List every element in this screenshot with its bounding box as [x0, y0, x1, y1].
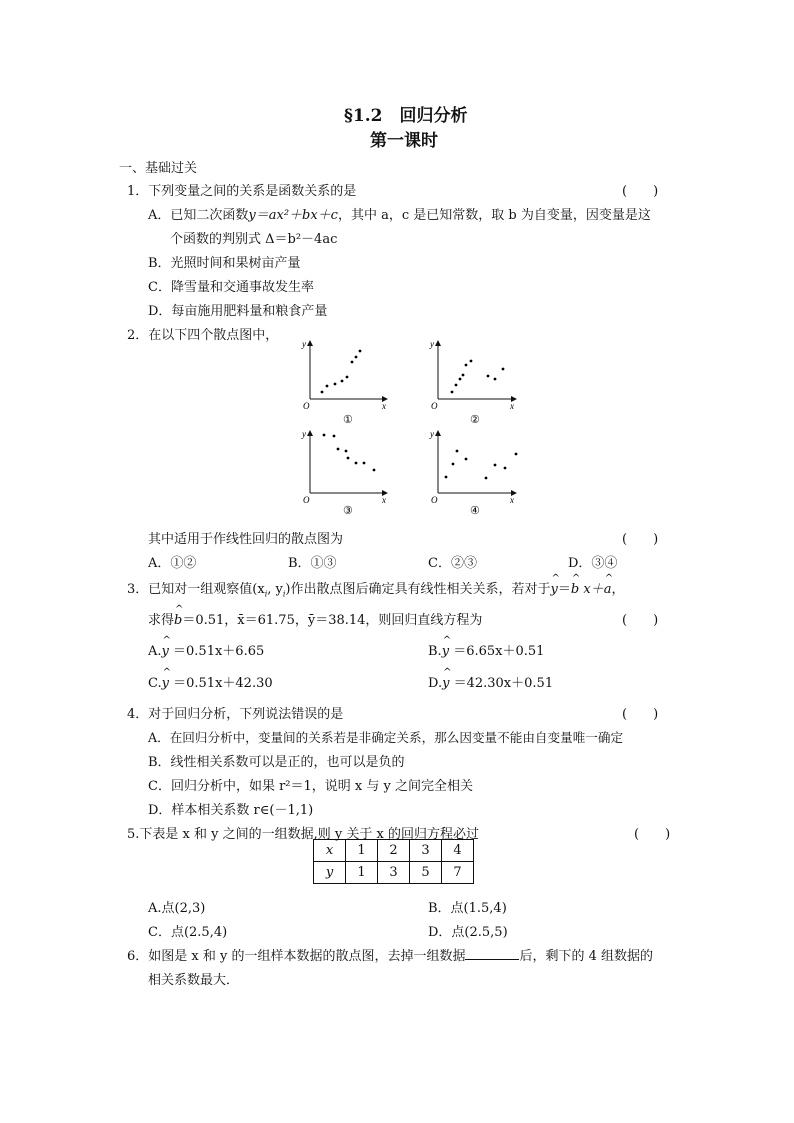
q3-stem1: 3．已知对一组观察值(x — [127, 582, 265, 597]
q3-stem2c: ＝0.51， — [182, 613, 238, 628]
q3-stem1c: )作出散点图后确定具有线性相关关系，若对于 — [285, 582, 551, 597]
table-cell: 2 — [378, 840, 410, 862]
q6-stem1: 6．如图是 x 和 y 的一组样本数据的散点图，去掉一组数据 — [127, 949, 466, 964]
q3-option-a — [148, 640, 264, 659]
q3-option-d — [428, 672, 553, 691]
table-cell: 4 — [442, 840, 474, 862]
q6-answer-blank[interactable] — [465, 947, 519, 960]
plot3-label: ③ — [343, 505, 353, 517]
q2-option-a: A．①② — [148, 556, 197, 571]
plot1-label: ① — [343, 414, 353, 426]
table-cell: 7 — [442, 862, 474, 884]
q3-option-b-yhat: ^ y — [442, 644, 449, 659]
table-cell: x — [314, 840, 346, 862]
table-cell: 3 — [378, 862, 410, 884]
q5-option-d: D．点(2.5,5) — [428, 925, 508, 940]
page-subtitle: 第一课时 — [370, 131, 438, 151]
q2-stem: 2．在以下四个散点图中， — [127, 328, 279, 343]
plot3-y-label: y — [302, 429, 306, 439]
plot4-label: ④ — [470, 505, 480, 517]
q2-bracket: ( ) — [622, 532, 659, 547]
q5-data-table — [313, 839, 474, 884]
q3-formula-end: ， — [611, 582, 625, 597]
q5-option-b: B．点(1.5,4) — [428, 901, 507, 916]
q3-stem-line1: 3．已知对一组观察值($x_i$, $y_i$)作出散点图后确定具有线性相关关系，若对于^ y＝^ b x＋^ a， — [127, 578, 624, 599]
q3-option-b-expr: ＝6.65x＋0.51 — [453, 644, 545, 659]
q3-formula-eq: ＝ — [557, 582, 571, 597]
q3-stem2d: x̄＝61.75， — [237, 613, 308, 628]
q4-stem: 4．对于回归分析，下列说法错误的是 — [127, 707, 344, 722]
table-row — [314, 862, 474, 884]
q3-formula-mid: x＋ — [583, 582, 604, 597]
q3-formula-bhat: ^ b — [571, 582, 579, 597]
table-cell: 1 — [346, 840, 378, 862]
q1-option-a-text2: ，其中 a，c 是已知常数，取 b 为自变量，因变量是这 — [337, 208, 651, 223]
q4-option-a: A．在回归分析中，变量间的关系若是非确定关系，那么因变量不能由自变量唯一确定 — [148, 730, 624, 745]
plot1-y-label: y — [302, 339, 306, 349]
q4-bracket: ( ) — [622, 707, 659, 722]
table-cell: 5 — [410, 862, 442, 884]
q3-stem2b: ^ b — [174, 613, 182, 628]
q6-stem-line2: 相关系数最大． — [148, 973, 240, 988]
page-title: §1.2 回归分析 — [344, 106, 468, 126]
plot1-origin: O — [303, 401, 310, 411]
plot3-x-label: x — [382, 495, 386, 505]
q3-formula-yhat: ^ y — [551, 582, 558, 597]
q4-option-c: C．回归分析中，如果 r²＝1，说明 x 与 y 之间完全相关 — [148, 779, 473, 794]
q3-option-a-yhat: ^ y — [162, 644, 169, 659]
q6-stem1b: 后，剩下的 4 组数据的 — [519, 949, 654, 964]
scatter-plot-4 — [429, 429, 517, 517]
scatter-plot-1 — [301, 339, 386, 426]
table-cell: 1 — [346, 862, 378, 884]
table-cell: y — [314, 862, 346, 884]
q3-option-c-label: C. — [148, 676, 162, 691]
q2-option-b: B．①③ — [288, 556, 337, 571]
q2-option-c: C．②③ — [428, 556, 477, 571]
plot3-origin: O — [303, 495, 310, 505]
plot4-y-label: y — [430, 429, 434, 439]
q1-bracket: ( ) — [622, 184, 659, 199]
q1-option-d: D．每亩施用肥料量和粮食产量 — [148, 304, 328, 319]
plot2-y-label: y — [430, 339, 434, 349]
section-heading: 一、基础过关 — [119, 161, 198, 176]
q1-option-a-text: A．已知二次函数 — [148, 208, 249, 223]
q3-option-a-expr: ＝0.51x＋6.65 — [173, 644, 265, 659]
q5-stem: 5.下表是 x 和 y 之间的一组数据,则 y 关于 x 的回归方程必过 — [127, 827, 479, 842]
q2-option-d: D．③④ — [568, 556, 618, 571]
q1-stem: 1．下列变量之间的关系是函数关系的是 — [127, 184, 357, 199]
scatter-plots-figure — [290, 337, 540, 517]
q3-option-d-label: D. — [428, 676, 443, 691]
q1-option-a-expr: y＝ax²＋bx＋c — [248, 208, 338, 223]
q3-option-c — [148, 672, 273, 691]
q3-option-b — [428, 640, 544, 659]
q3-bracket: ( ) — [622, 613, 659, 628]
q3-option-d-expr: ＝42.30x＋0.51 — [453, 676, 554, 691]
q3-option-b-label: B. — [428, 644, 442, 659]
q1-option-a — [148, 204, 651, 223]
q4-option-d: D．样本相关系数 r∈(－1,1) — [148, 803, 314, 818]
q3-option-a-label: A. — [148, 644, 162, 659]
plot2-label: ② — [470, 414, 480, 426]
q4-option-b: B．线性相关系数可以是正的，也可以是负的 — [148, 755, 405, 770]
q1-option-c: C．降雪量和交通事故发生率 — [148, 280, 314, 295]
plot1-x-label: x — [382, 401, 386, 411]
q3-stem2e: ȳ＝38.14，则回归直线方程为 — [307, 613, 483, 628]
q3-option-c-expr: ＝0.51x＋42.30 — [173, 676, 273, 691]
scatter-plot-3 — [301, 429, 386, 517]
q3-formula-ahat: ^ a — [604, 582, 612, 597]
q3-stem-line2 — [148, 609, 482, 628]
q5-option-c: C．点(2.5,4) — [148, 925, 228, 940]
q3-stem2a: 求得 — [148, 613, 175, 628]
q3-stem1b: , y — [267, 582, 283, 597]
q5-bracket: ( ) — [634, 827, 671, 842]
q1-option-a-cont: 个函数的判别式 Δ＝b²－4ac — [170, 232, 338, 247]
table-row — [314, 840, 474, 862]
q2-tail: 其中适用于作线性回归的散点图为 — [148, 532, 344, 547]
plot2-origin: O — [431, 401, 438, 411]
plot4-origin: O — [431, 495, 438, 505]
q5-option-a: A.点(2,3) — [148, 901, 206, 916]
q3-option-d-yhat: ^ y — [442, 676, 449, 691]
q1-option-b: B．光照时间和果树亩产量 — [148, 256, 301, 271]
table-cell: 3 — [410, 840, 442, 862]
scatter-plot-2 — [429, 339, 514, 426]
q3-option-c-yhat: ^ y — [162, 676, 169, 691]
plot2-x-label: x — [510, 401, 514, 411]
plot4-x-label: x — [510, 495, 514, 505]
q6-stem-line1 — [127, 945, 653, 964]
